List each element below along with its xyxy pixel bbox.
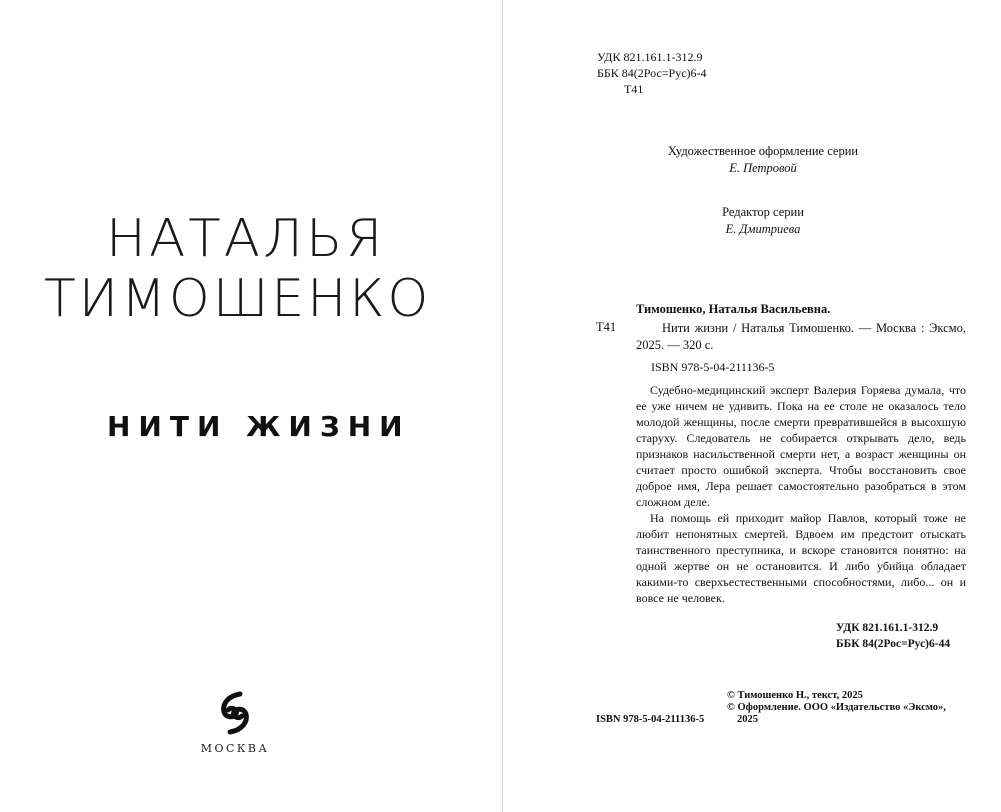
art-credit-label: Художественное оформление серии [667,144,859,158]
biblio-description: Нити жизни / Наталья Тимошенко. — Москва : Эксмо, 2025. — 320 с. [636,321,966,352]
author-sign-top: Т41 [624,82,644,96]
udk-code-bottom: УДК 821.161.1-312.9 [836,622,939,634]
classification-codes [836,620,950,652]
art-credit [623,143,903,177]
biblio-author-sign: Т41 [596,320,617,334]
book-title: НИТИ ЖИЗНИ [107,410,411,443]
annotation-paragraph: Судебно-медицинский эксперт Валерия Горяева думала, что ее уже ничем не удивить. Пока на ее столе не оказалось тело молодой женщины, после смерти превратившейся в высохшую старуху. Следователь не собирается открывать дело, ведь признаков насильственной смерти нет, а возраст женщины он считает просто ошибкой эксперта. Чтобы восстановить свое доброе имя, Лера решает самостоятельно разобраться в этом сложном деле. [636,383,966,509]
eksmo-logo-icon [218,690,252,736]
bbk-code-top: ББК 84(2Рос=Рус)6-4 [597,66,707,80]
udk-code-top: УДК 821.161.1-312.9 [597,50,703,64]
annotation-paragraph: На помощь ей приходит майор Павлов, который тоже не любит непонятных смертей. Вдвоем им предстоит отыскать таинственного преступника, и вскоре становится понятно: на одной жертве он не остановится. И либо убийца обладает какими-то сверхъестественными способностями, либо... он и вовсе не человек. [636,511,966,605]
isbn-inline: ISBN 978-5-04-211136-5 [651,360,775,374]
author-last-name: ТИМОШЕНКО [44,269,432,329]
copyright-text: © Тимошенко Н., текст, 2025 [727,690,863,701]
art-credit-name: Е. Петровой [729,161,797,175]
annotation [636,382,966,606]
editor-credit-name: Е. Дмитриева [725,222,801,236]
copyright-year: 2025 [737,714,758,725]
publisher-block [190,690,280,755]
publisher-city: МОСКВА [200,742,270,755]
copyright-block [727,690,946,726]
editor-credit-label: Редактор серии [722,205,804,219]
copyright-design: © Оформление. ООО «Издательство «Эксмо», [727,702,946,713]
editor-credit [623,204,903,238]
biblio-author: Тимошенко, Наталья Васильевна. [636,302,831,316]
isbn-bottom: ISBN 978-5-04-211136-5 [596,714,705,725]
right-page [503,0,1001,812]
bbk-code-bottom: ББК 84(2Рос=Рус)6-44 [836,638,951,650]
author-first-name: НАТАЛЬЯ [106,209,386,269]
